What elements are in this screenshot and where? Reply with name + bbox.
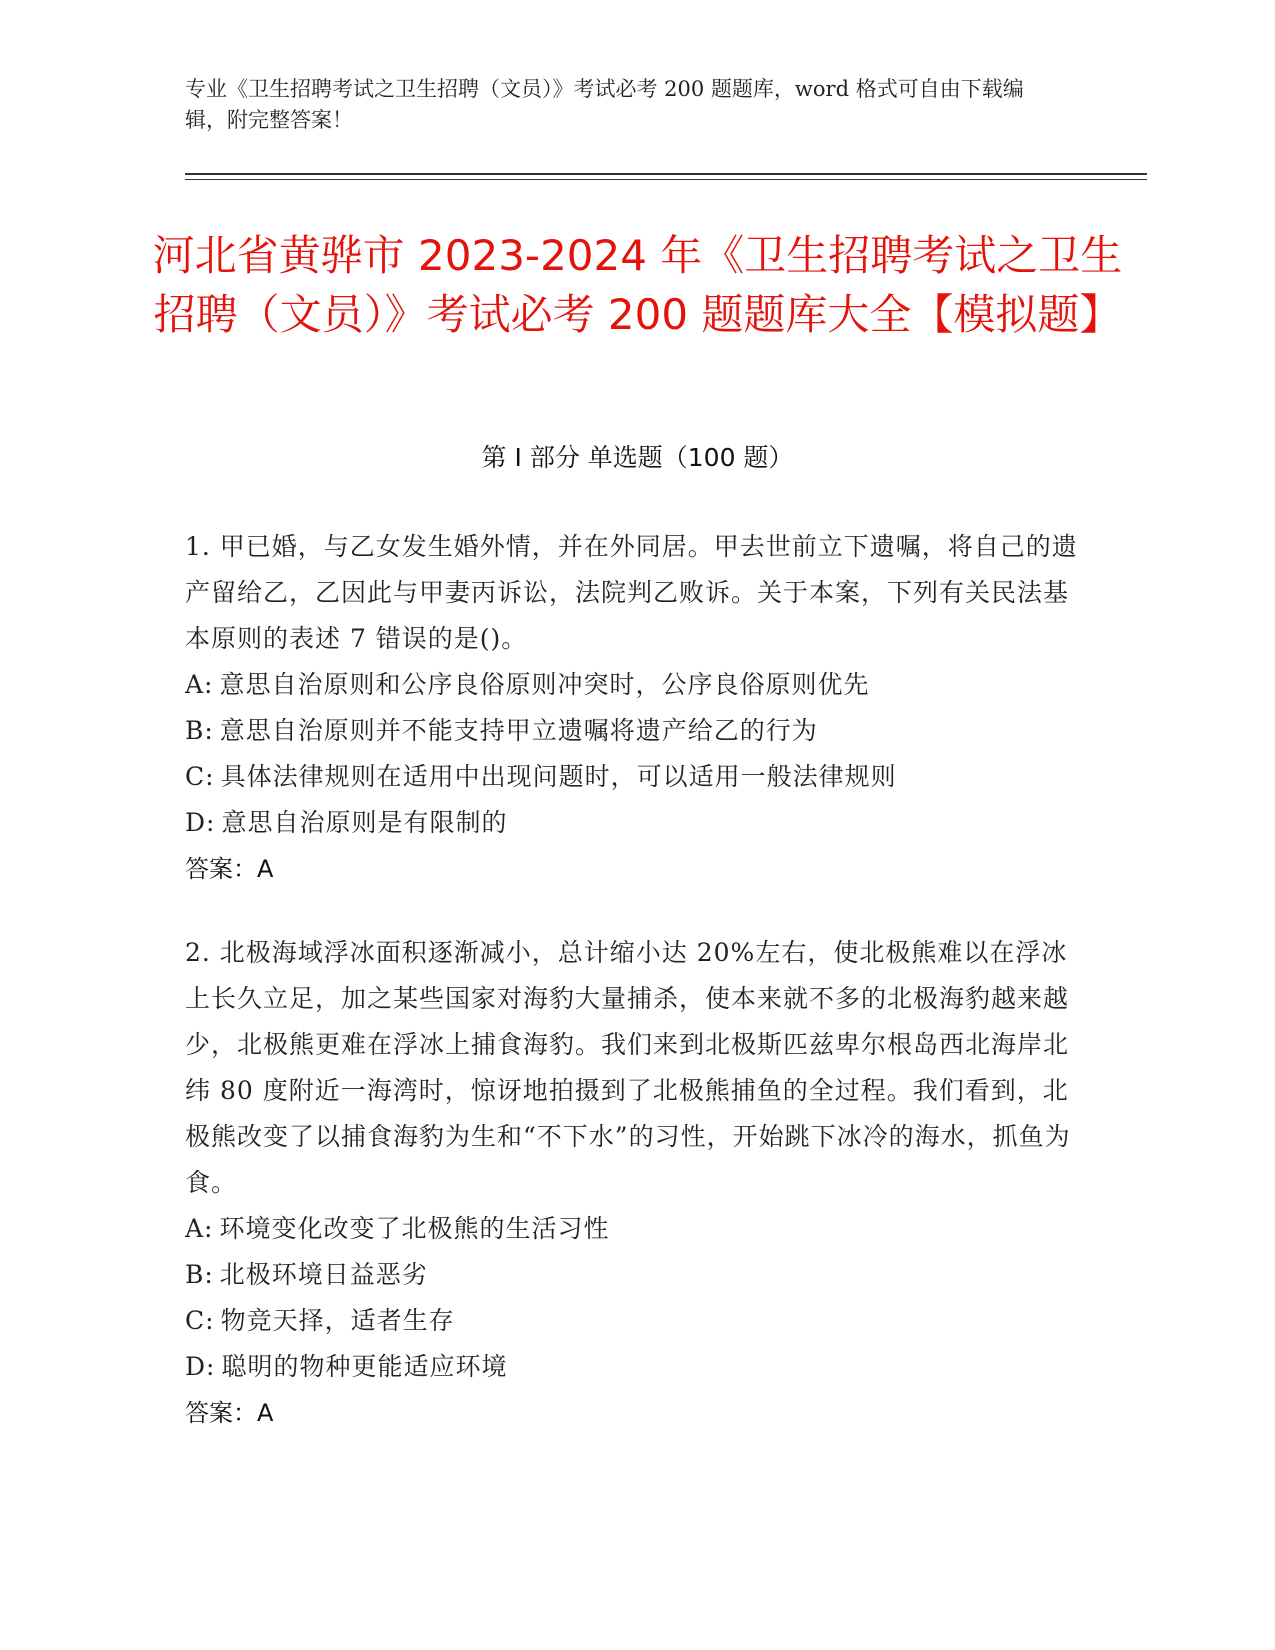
option-text: 环境变化改变了北极熊的生活习性	[219, 1214, 610, 1243]
option-letter: C:	[185, 762, 215, 791]
option-letter: A:	[185, 670, 214, 699]
option-a	[185, 1206, 1080, 1252]
question-stem: 1. 甲已婚，与乙女发生婚外情，并在外同居。甲去世前立下遗嘱，将自己的遗产留给乙，乙因此与甲妻丙诉讼，法院判乙败诉。关于本案，下列有关民法基本原则的表述 7 错误的是()。	[185, 532, 1078, 653]
option-d	[185, 1344, 1080, 1390]
option-c	[185, 1298, 1080, 1344]
option-letter: A:	[185, 1214, 214, 1243]
header-note: 专业《卫生招聘考试之卫生招聘（文员）》考试必考 200 题题库，word 格式可自由下载编辑，附完整答案！	[185, 77, 1024, 132]
option-text: 意思自治原则并不能支持甲立遗嘱将遗产给乙的行为	[219, 716, 818, 745]
option-letter: D:	[185, 1352, 216, 1381]
option-letter: B:	[185, 1260, 214, 1289]
option-b	[185, 708, 1080, 754]
option-text: 聪明的物种更能适应环境	[221, 1352, 508, 1381]
option-d	[185, 800, 1080, 846]
section-heading: 第 I 部分 单选题（100 题）	[481, 443, 794, 472]
option-a	[185, 662, 1080, 708]
option-letter: B:	[185, 716, 214, 745]
option-letter: C:	[185, 1306, 215, 1335]
document-title: 河北省黄骅市 2023-2024 年《卫生招聘考试之卫生招聘（文员）》考试必考 200 题题库大全【模拟题】	[152, 231, 1123, 339]
question-1	[185, 524, 1080, 892]
question-2	[185, 930, 1080, 1436]
option-text: 意思自治原则和公序良俗原则冲突时，公序良俗原则优先	[219, 670, 870, 699]
option-text: 北极环境日益恶劣	[219, 1260, 428, 1289]
option-c	[185, 754, 1080, 800]
option-text: 意思自治原则是有限制的	[221, 808, 508, 837]
answer-line: 答案：A	[185, 1399, 274, 1427]
option-letter: D:	[185, 808, 216, 837]
question-stem: 2. 北极海域浮冰面积逐渐减小，总计缩小达 20%左右，使北极熊难以在浮冰上长久立足，加之某些国家对海豹大量捕杀，使本来就不多的北极海豹越来越少，北极熊更难在浮冰上捕食海豹。我们来到北极斯匹兹卑尔根岛西北海岸北纬 80 度附近一海湾时，惊讶地拍摄到了北极熊捕鱼的全过程。我们看到，北极熊改变了以捕食海豹为生和“不下水”的习性，开始跳下冰冷的海水，抓鱼为食。	[185, 938, 1071, 1197]
option-b	[185, 1252, 1080, 1298]
option-text: 物竞天择，适者生存	[220, 1306, 455, 1335]
header-divider-thin	[185, 179, 1147, 180]
header-divider-thick	[185, 173, 1147, 175]
option-text: 具体法律规则在适用中出现问题时，可以适用一般法律规则	[220, 762, 897, 791]
answer-line: 答案：A	[185, 855, 274, 883]
